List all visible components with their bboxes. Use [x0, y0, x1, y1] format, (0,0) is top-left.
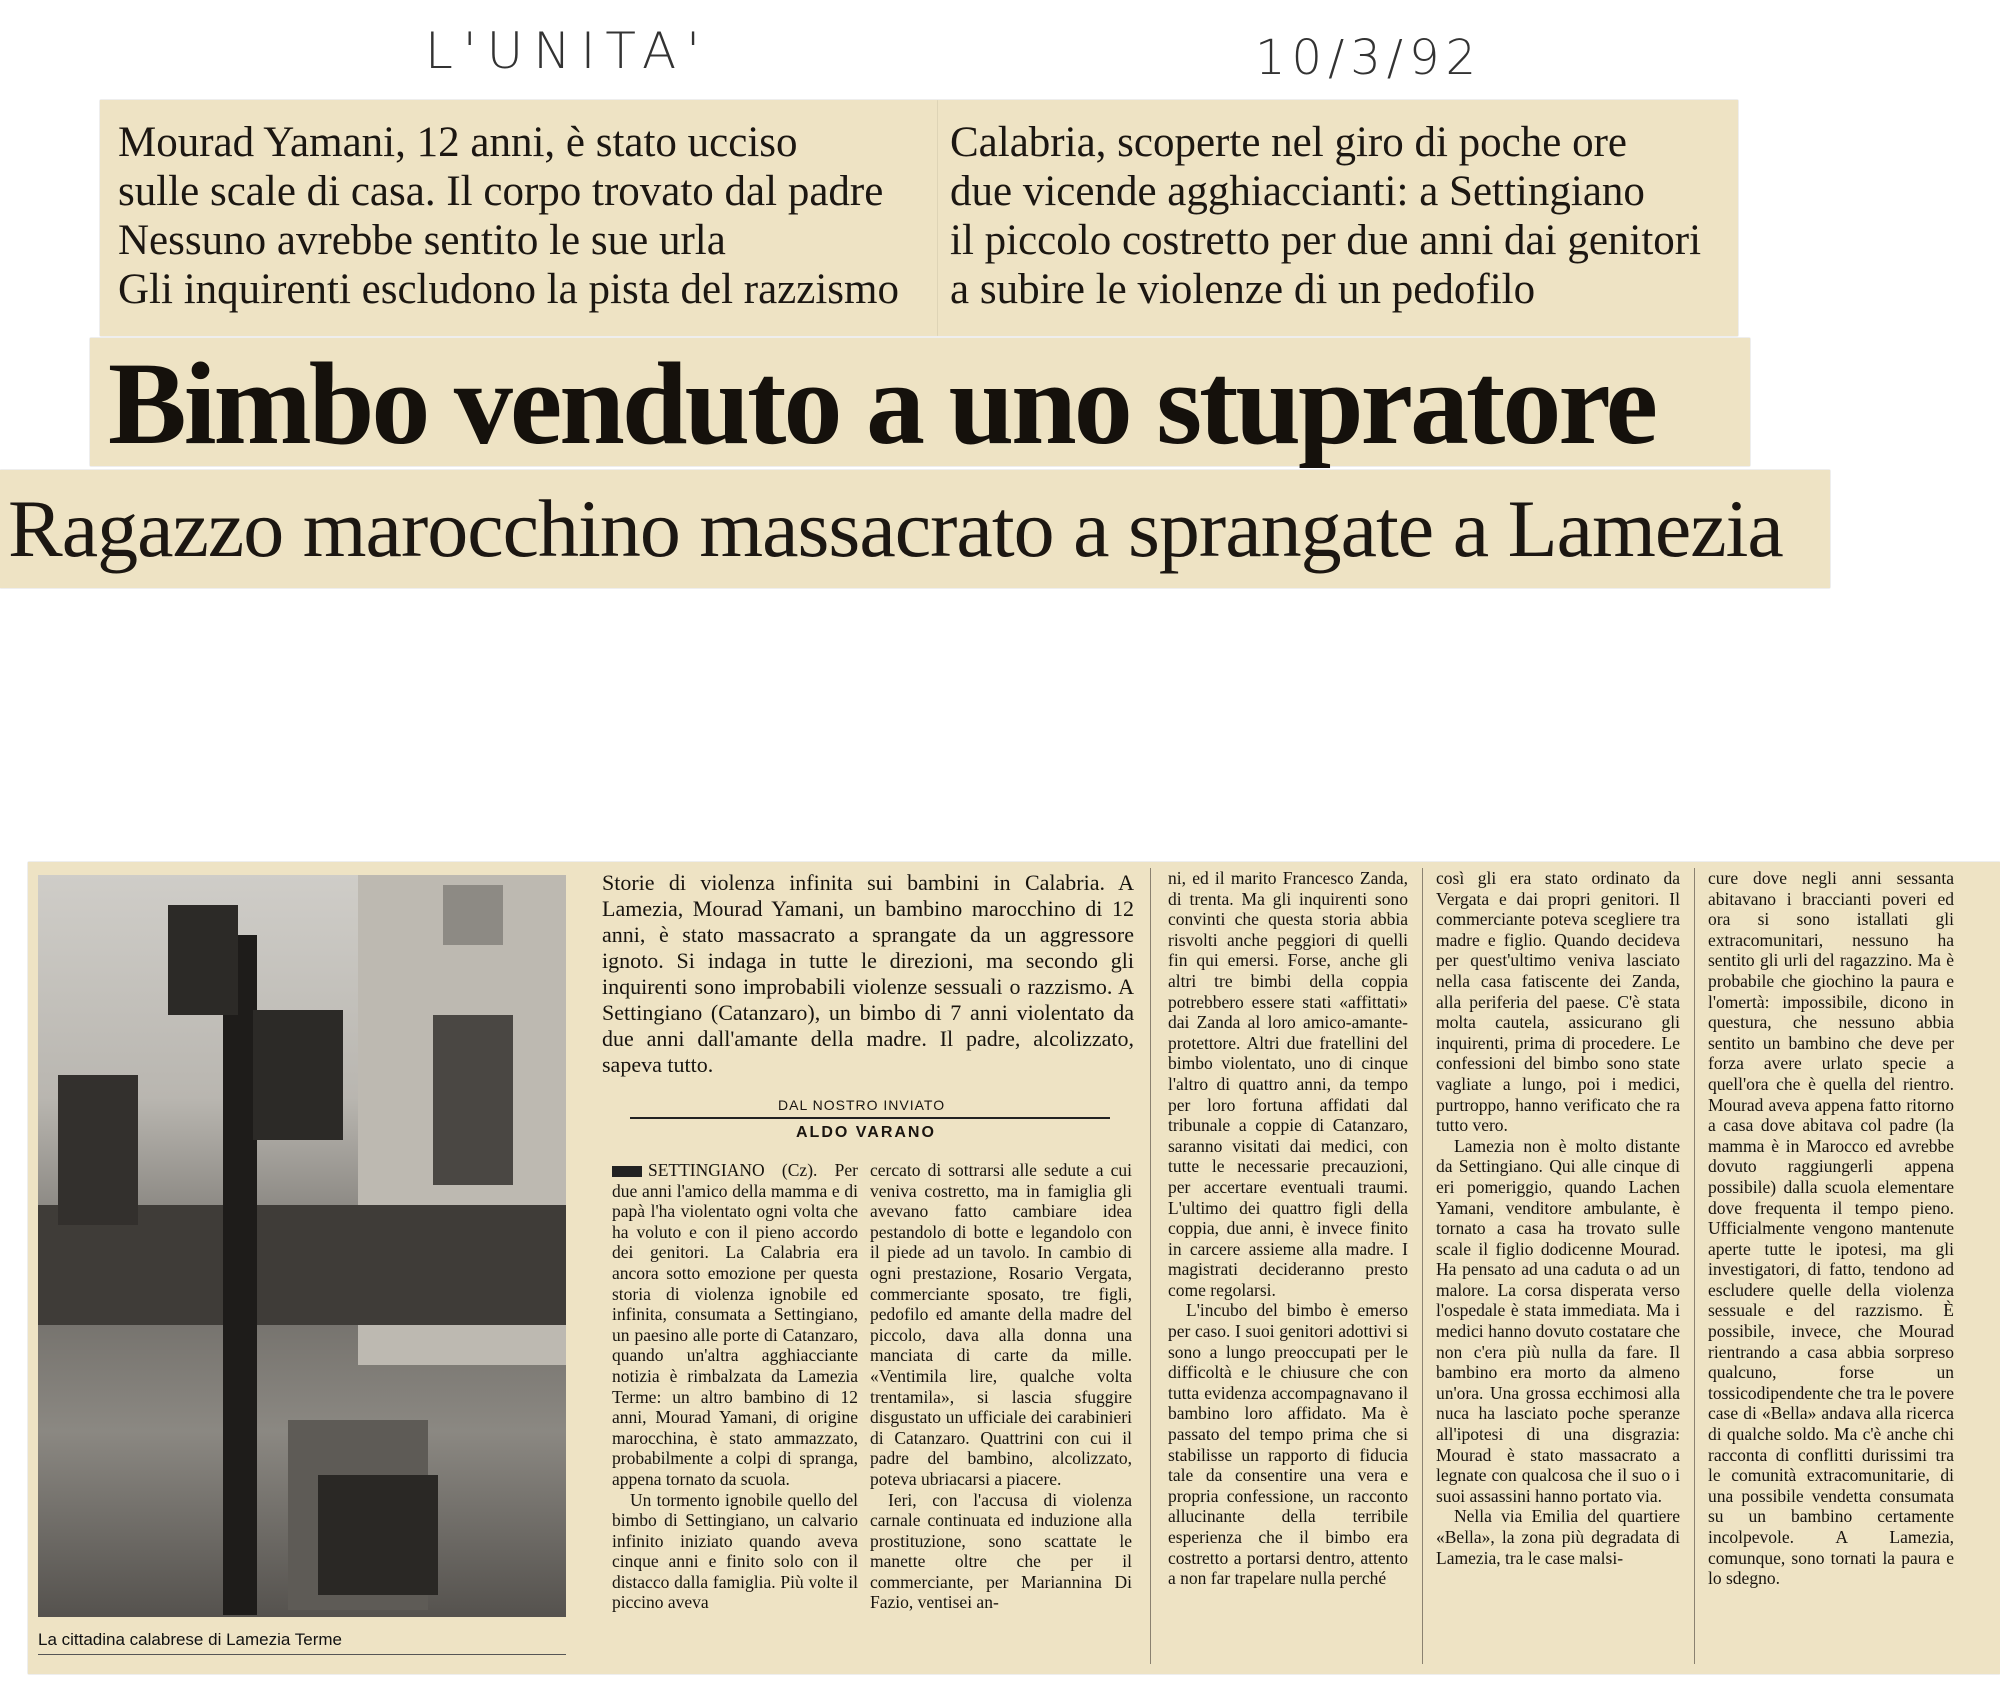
subheadline-left-line-4: Gli inquirenti escludono la pista del razzismo	[118, 266, 899, 313]
column-5-paragraph-1: cure dove negli anni sessanta abitavano i braccianti poveri ed ora si sono istallati gli extracomunitari, nessuno ha sentito gli urli del ragazzino. Ma è probabile che giochino la paura e l'omertà: impossibile, dicono in questura, che nessuno abbia sentito un bambino che deve per forza avere urlato specie a quell'ora che è quella del rientro. Mourad aveva appena fatto ritorno a casa dove abitava col padre (la mamma è in Marocco ed avrebbe dovuto raggiungerli appena possibile) dalla scuola elementare dove frequenta il tempo pieno. Ufficialmente vengono mantenute aperte tutte le ipotesi, ma gli investigatori, di fatto, tendono ad escludere quelle della violenza sessuale e del razzismo. È possibile, invece, che Mourad rientrando a casa abbia sorpreso qualcuno, forse un tossicodipendente che tra le povere case di «Bella» andava alla ricerca di qualche soldo. Ma c'è anche chi racconta di conflitti durissimi tra le comunità extracomunitarie, di una possibile vendetta consumata su un bambino certamente incolpevole. A Lamezia, comunque, sono tornati la paura e lo sdegno.	[1708, 868, 1954, 1589]
column-1-paragraph-1: SETTINGIANO (Cz). Per due anni l'amico della mamma e di papà l'ha violentato ogni volta che ha voluto e con il pieno accordo dei genitori. La Calabria era ancora sotto emozione per questa storia di violenza ignobile ed infinita, consumata a Settingiano, un paesino alle porte di Catanzaro, quando un'altra agghiacciante notizia è rimbalzata da Lamezia Terme: un altro bambino di 12 anni, Mourad Yamani, di origine marocchina, è stato ammazzato, probabilmente a colpi di spranga, appena tornato da scuola.	[612, 1160, 858, 1489]
article-column-3	[1168, 868, 1408, 1589]
photo-doorway	[433, 1015, 513, 1185]
photo-caption: La cittadina calabrese di Lamezia Terme	[38, 1630, 342, 1649]
subheadline-right-line-4: a subire le violenze di un pedofilo	[950, 266, 1536, 313]
byline-label: DAL NOSTRO INVIATO	[778, 1097, 946, 1113]
subheadline-left	[118, 118, 899, 314]
article-column-4	[1436, 868, 1680, 1568]
photo-lantern-left	[168, 905, 238, 1015]
photo-lantern-right	[253, 1010, 343, 1140]
photo-seated-people	[318, 1475, 438, 1595]
photo-lantern-low	[58, 1075, 138, 1225]
subheadline-left-line-1: Mourad Yamani, 12 anni, è stato ucciso	[118, 119, 798, 166]
column-divider-1	[1150, 868, 1151, 1664]
subheadline-right-line-3: il piccolo costretto per due anni dai genitori	[950, 217, 1702, 264]
column-3-paragraph-2: L'incubo del bimbo è emerso per caso. I suoi genitori adottivi si sono a lungo preoccupati per le difficoltà e le chiusure che con tutta evidenza accompagnavano il bambino loro affidato. Ma è passato del tempo prima che si stabilisse un rapporto di fiducia tale da consentire una vera e propria confessione, un racconto allucinante della terribile esperienza che il bimbo era costretto a portarsi dentro, attento a non far trapelare nulla perché	[1168, 1300, 1408, 1589]
column-1-paragraph-2: Un tormento ignobile quello del bimbo di Settingiano, un calvario infinito iniziato quando aveva cinque anni e finito solo con il distacco dalla famiglia. Più volte il piccino aveva	[612, 1489, 858, 1613]
byline-rule	[630, 1117, 1110, 1119]
subheadline-right	[950, 118, 1701, 314]
subheadline-right-line-1: Calabria, scoperte nel giro di poche ore	[950, 119, 1627, 166]
subheadline-left-line-3: Nessuno avrebbe sentito le sue urla	[118, 217, 726, 264]
column-divider-2	[1422, 868, 1423, 1664]
column-4-paragraph-2: Lamezia non è molto distante da Settingiano. Qui alle cinque di eri pomeriggio, quando Lachen Yamani, venditore ambulante, è tornato a casa ha trovato sulle scale il figlio dodicenne Mourad. Ha pensato ad una caduta o ad un malore. La corsa disperata verso l'ospedale è stata immediata. Ma i medici hanno dovuto costatare che non c'era più nulla da fare. Il bambino era morto da almeno un'ora. Una grossa ecchimosi alla nuca ha lasciato poche speranze all'ipotesi di una disgrazia: Mourad è stato massacrato a legnate con qualcosa che il suo o i suoi assassini hanno portato via.	[1436, 1135, 1680, 1506]
article-column-5	[1708, 868, 1954, 1589]
column-2-paragraph-2: Ieri, con l'accusa di violenza carnale continuata ed induzione alla prostituzione, sono scattate le manette oltre che per il commerciante, per Mariannina Di Fazio, ventisei an-	[870, 1489, 1132, 1613]
newspaper-name-handwritten: L'UNITA'	[425, 22, 710, 80]
column-2-paragraph-1: cercato di sottrarsi alle sedute a cui veniva costretto, ma in famiglia gli avevano fatto cambiare idea pestandolo di botte e legandolo con il piede ad un tavolo. In cambio di ogni prestazione, Rosario Vergata, commerciante sposato, tre figli, pedofilo ed amante della madre del piccolo, dava alla donna una manciata di carte da mille. «Ventimila lire, qualche volta trentamila», si lascia sfuggire disgustato un ufficiale dei carabinieri di Catanzaro. Quattrini con cui il padre del bambino, alcolizzato, poteva ubriacarsi a piacere.	[870, 1160, 1132, 1489]
photo-building-window	[443, 885, 503, 945]
article-column-2	[870, 1160, 1132, 1613]
column-3-paragraph-1: ni, ed il marito Francesco Zanda, di trenta. Ma gli inquirenti sono convinti che questa storia abbia risvolti anche peggiori di quelli fin qui emersi. Forse, anche gli altri tre bimbi della coppia potrebbero essere stati «affittati» dai Zanda al loro amico-amante-protettore. Altri due fratellini del bimbo violentato, uno di cinque l'altro di quattro anni, da tempo per loro fortuna affidati dal tribunale a coppie di Catanzaro, saranno visitati dai medici, con tutte le necessarie precauzioni, per accertare eventuali traumi. L'ultimo dei quattro figli della coppia, due anni, è invece finito in carcere assieme alla madre. I magistrati decideranno presto come regolarsi.	[1168, 868, 1408, 1300]
caption-rule	[38, 1654, 566, 1655]
subhead: Ragazzo marocchino massacrato a sprangate a Lamezia	[8, 483, 1783, 574]
byline-author: ALDO VARANO	[796, 1124, 936, 1141]
subheadline-left-line-2: sulle scale di casa. Il corpo trovato dal padre	[118, 168, 884, 215]
article-column-1	[612, 1160, 858, 1613]
column-divider-3	[1694, 868, 1695, 1664]
section-marker	[612, 1166, 642, 1177]
column-4-paragraph-3: Nella via Emilia del quartiere «Bella», la zona più degradata di Lamezia, tra le case malsi-	[1436, 1506, 1680, 1568]
lead-paragraph: Storie di violenza infinita sui bambini in Calabria. A Lamezia, Mourad Yamani, un bambino marocchino di 12 anni, è stato massacrato a sprangate da un aggressore ignoto. Si indaga in tutte le direzioni, ma secondo gli inquirenti sono improbabili violenze sessuali o razzismo. A Settingiano (Catanzaro), un bimbo di 7 anni violentato da due anni dall'amante della madre. Il padre, alcolizzato, sapeva tutto.	[602, 870, 1134, 1077]
headline: Bimbo venduto a uno stupratore	[108, 338, 1655, 469]
date-handwritten: 10/3/92	[1255, 30, 1483, 86]
subheadline-right-line-2: due vicende agghiaccianti: a Settingiano	[950, 168, 1645, 215]
photo-lamppost	[223, 935, 257, 1615]
photo-lamezia-terme	[38, 875, 566, 1617]
column-4-paragraph-1: così gli era stato ordinato da Vergata e dai propri genitori. Il commerciante poteva scegliere tra madre e figlio. Quando decideva per quest'ultimo veniva lasciato nella casa fatiscente dei Zanda, alla periferia del paese. C'è stata molta cautela, assicurano gli inquirenti, prima di procedere. Le confessioni del bimbo sono state vagliate a lungo, poi i medici, purtroppo, hanno verificato che ra tutto vero.	[1436, 868, 1680, 1136]
